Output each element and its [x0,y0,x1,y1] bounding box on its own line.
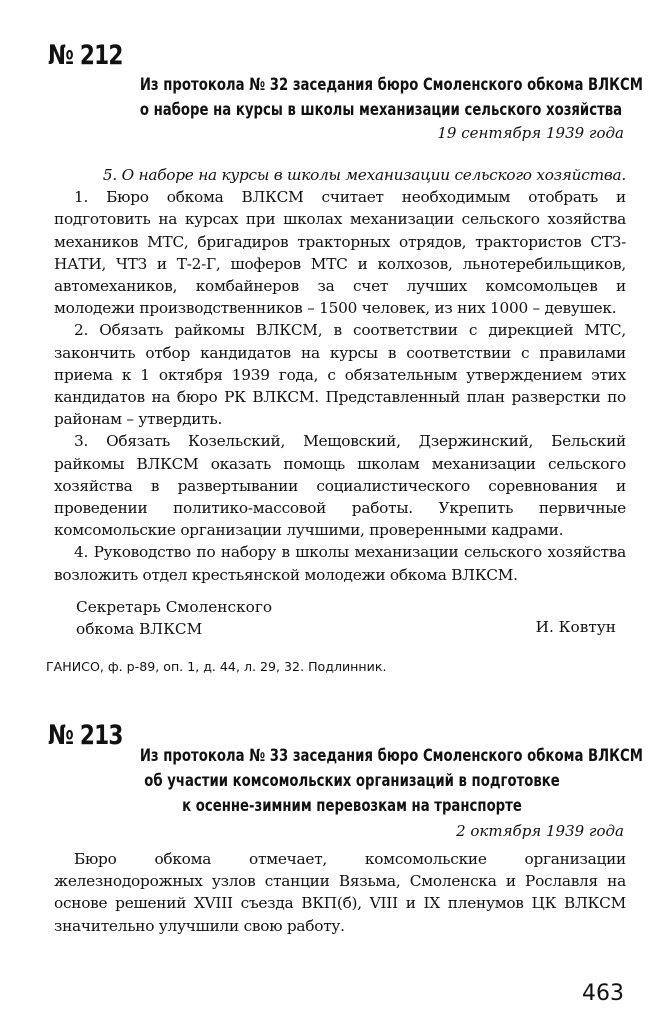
paragraph: 4. Руководство по набору в школы механизации сельского хозяйства возложить отдел крестьянской молодежи обкома ВЛКСМ. [54,543,626,584]
paragraph: 1. Бюро обкома ВЛКСМ считает необходимым отобрать и подготовить на курсах при школах механизации сельского хозяйства механиков МТС, бригадиров тракторных отрядов, трактористов СТЗ-НАТИ, ЧТЗ и Т-2-Г, шоферов МТС и колхозов, льнотеребильщиков, автомехаников, комбайнеров за счет лучших комсомольцев и молодежи производственников – 1500 человек, из них 1000 – девушек. [54,188,626,318]
heading-line: Из протокола № 32 заседания бюро Смоленского обкома ВЛКСМ [139,75,643,95]
signature-block [76,596,272,640]
paragraph: 2. Обязать райкомы ВЛКСМ, в соответствии с дирекцией МТС, закончить отбор кандидатов на курсы в соответствии с правилами приема к 1 октября 1939 года, с обязательным утверждением этих кандидатов на бюро РК ВЛКСМ. Представленный план разверстки по районам – утвердить. [54,321,626,429]
document-number-213: № 213 [48,720,123,751]
document-number-212: № 212 [48,40,123,71]
document-212-date: 19 сентября 1939 года [437,124,624,142]
document-213-body [54,848,626,937]
heading-line: об участии комсомольских организаций в подготовке [144,771,560,791]
signature-name: И. Ковтун [535,618,616,636]
document-212-heading [80,73,643,123]
heading-line: к осенне-зимним перевозкам на транспорте [182,796,522,816]
item-title: 5. О наборе на курсы в школы механизации сельского хозяйства. [102,166,626,184]
signature-title-line: Секретарь Смоленского [76,598,273,616]
document-213-date: 2 октября 1939 года [456,822,624,840]
document-212-body [54,164,626,586]
paragraph: 3. Обязать Козельский, Мещовский, Дзержинский, Бельский райкомы ВЛКСМ оказать помощь школам механизации сельского хозяйства в развертывании социалистического соревнования и проведении политико-массовой работы. Укрепить первичные комсомольские организации лучшими, проверенными кадрами. [54,432,626,540]
paragraph: Бюро обкома отмечает, комсомольские организации железнодорожных узлов станции Вязьма, Смоленска и Рославля на основе решений XVIII съезда ВКП(б), VIII и IX пленумов ЦК ВЛКСМ значительно улучшили свою работу. [54,850,626,935]
heading-line: о наборе на курсы в школы механизации сельского хозяйства [139,100,623,120]
document-213-heading [80,744,643,819]
archive-source: ГАНИСО, ф. р-89, оп. 1, д. 44, л. 29, 32. Подлинник. [46,659,387,674]
signature-title-line: обкома ВЛКСМ [76,620,203,638]
heading-line: Из протокола № 33 заседания бюро Смоленского обкома ВЛКСМ [139,746,643,766]
page-number: 463 [582,981,624,1006]
